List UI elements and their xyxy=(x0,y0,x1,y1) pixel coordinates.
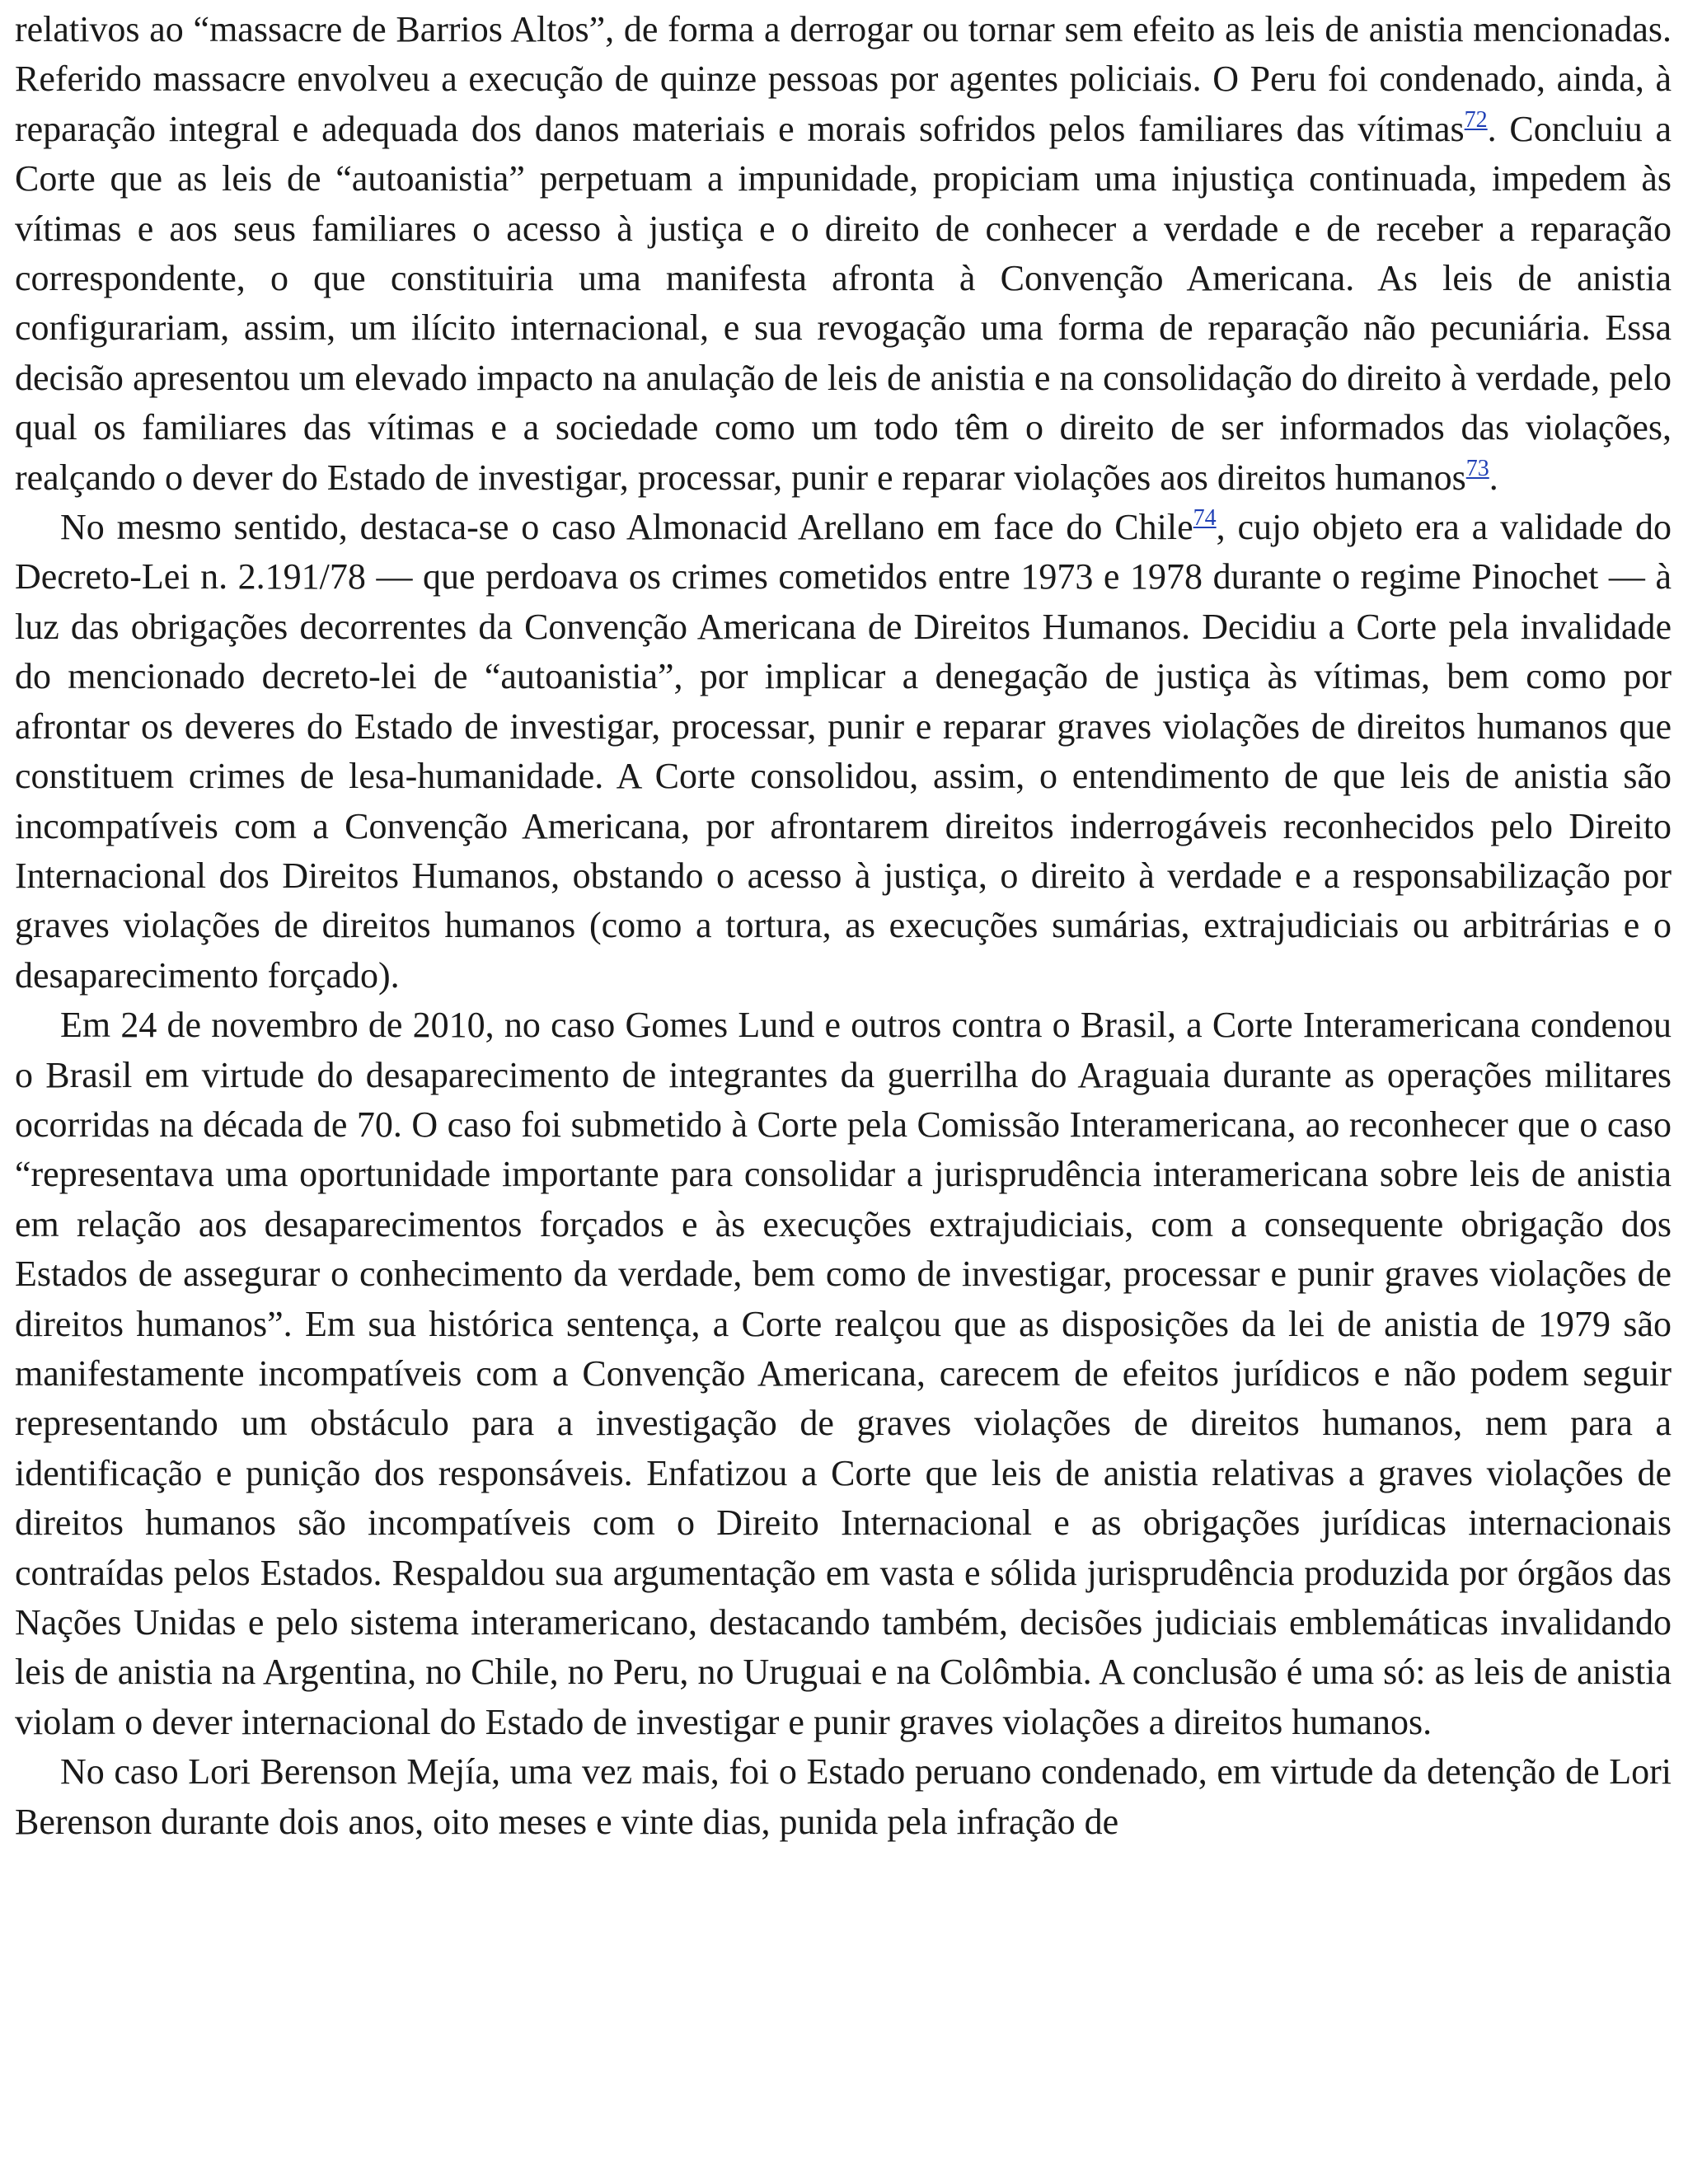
document-page xyxy=(15,5,1672,1847)
paragraph-text: No mesmo sentido, destaca-se o caso Almonacid Arellano em face do Chile xyxy=(60,507,1193,548)
paragraph-text: Em 24 de novembro de 2010, no caso Gomes Lund e outros contra o Brasil, a Corte Interamericana condenou o Brasil em virtude do desaparecimento de integrantes da guerrilha do Araguaia durante as operações militares ocorridas na década de 70. O caso foi submetido à Corte pela Comissão Interamericana, ao reconhecer que o caso “representava uma oportunidade importante para consolidar a jurisprudência interamericana sobre leis de anistia em relação aos desaparecimentos forçados e às execuções extrajudiciais, com a consequente obrigação dos Estados de assegurar o conhecimento da verdade, bem como de investigar, processar e punir graves violações de direitos humanos”. Em sua histórica sentença, a Corte realçou que as disposições da lei de anistia de 1979 são manifestamente incompatíveis com a Convenção Americana, carecem de efeitos jurídicos e não podem seguir representando um obstáculo para a investigação de graves violações de direitos humanos, nem para a identificação e punição dos responsáveis. Enfatizou a Corte que leis de anistia relativas a graves violações de direitos humanos são incompatíveis com o Direito Internacional e as obrigações jurídicas internacionais contraídas pelos Estados. Respaldou sua argumentação em vasta e sólida jurisprudência produzida por órgãos das Nações Unidas e pelo sistema interamericano, destacando também, decisões judiciais emblemáticas invalidando leis de anistia na Argentina, no Chile, no Peru, no Uruguai e na Colômbia. A conclusão é uma só: as leis de anistia violam o dever internacional do Estado de investigar e punir graves violações a direitos humanos. xyxy=(15,1005,1672,1742)
paragraph-lori-berenson xyxy=(15,1747,1672,1847)
footnote-link-73[interactable]: 73 xyxy=(1465,455,1489,481)
paragraph-text: No caso Lori Berenson Mejía, uma vez mais, foi o Estado peruano condenado, em virtude da detenção de Lori Berenson durante dois anos, oito meses e vinte dias, punida pela infração de xyxy=(15,1751,1672,1842)
paragraph-barrios-altos xyxy=(15,5,1672,503)
paragraph-text: . Concluiu a Corte que as leis de “autoanistia” perpetuam a impunidade, propiciam uma injustiça continuada, impedem às vítimas e aos seus familiares o acesso à justiça e o direito de conhecer a verdade e de receber a reparação correspondente, o que constituiria uma manifesta afronta à Convenção Americana. As leis de anistia configurariam, assim, um ilícito internacional, e sua revogação uma forma de reparação não pecuniária. Essa decisão apresentou um elevado impacto na anulação de leis de anistia e na consolidação do direito à verdade, pelo qual os familiares das vítimas e a sociedade como um todo têm o direito de ser informados das violações, realçando o dever do Estado de investigar, processar, punir e reparar violações aos direitos humanos xyxy=(15,108,1672,498)
paragraph-gomes-lund xyxy=(15,1001,1672,1747)
paragraph-text: relativos ao “massacre de Barrios Altos”, de forma a derrogar ou tornar sem efeito as leis de anistia mencionadas. Referido massacre envolveu a execução de quinze pessoas por agentes policiais. O Peru foi condenado, ainda, à reparação integral e adequada dos danos materiais e morais sofridos pelos familiares das vítimas xyxy=(15,9,1672,149)
paragraph-text: , cujo objeto era a validade do Decreto-Lei n. 2.191/78 — que perdoava os crimes cometidos entre 1973 e 1978 durante o regime Pinochet — à luz das obrigações decorrentes da Convenção Americana de Direitos Humanos. Decidiu a Corte pela invalidade do mencionado decreto-lei de “autoanistia”, por implicar a denegação de justiça às vítimas, bem como por afrontar os deveres do Estado de investigar, processar, punir e reparar graves violações de direitos humanos que constituem crimes de lesa-humanidade. A Corte consolidou, assim, o entendimento de que leis de anistia são incompatíveis com a Convenção Americana, por afrontarem direitos inderrogáveis reconhecidos pelo Direito Internacional dos Direitos Humanos, obstando o acesso à justiça, o direito à verdade e a responsabilização por graves violações de direitos humanos (como a tortura, as execuções sumárias, extrajudiciais ou arbitrárias e o desaparecimento forçado). xyxy=(15,507,1672,996)
footnote-link-74[interactable]: 74 xyxy=(1193,505,1217,532)
paragraph-text: . xyxy=(1489,457,1498,498)
footnote-link-72[interactable]: 72 xyxy=(1464,106,1488,133)
paragraph-almonacid-arellano xyxy=(15,503,1672,1001)
